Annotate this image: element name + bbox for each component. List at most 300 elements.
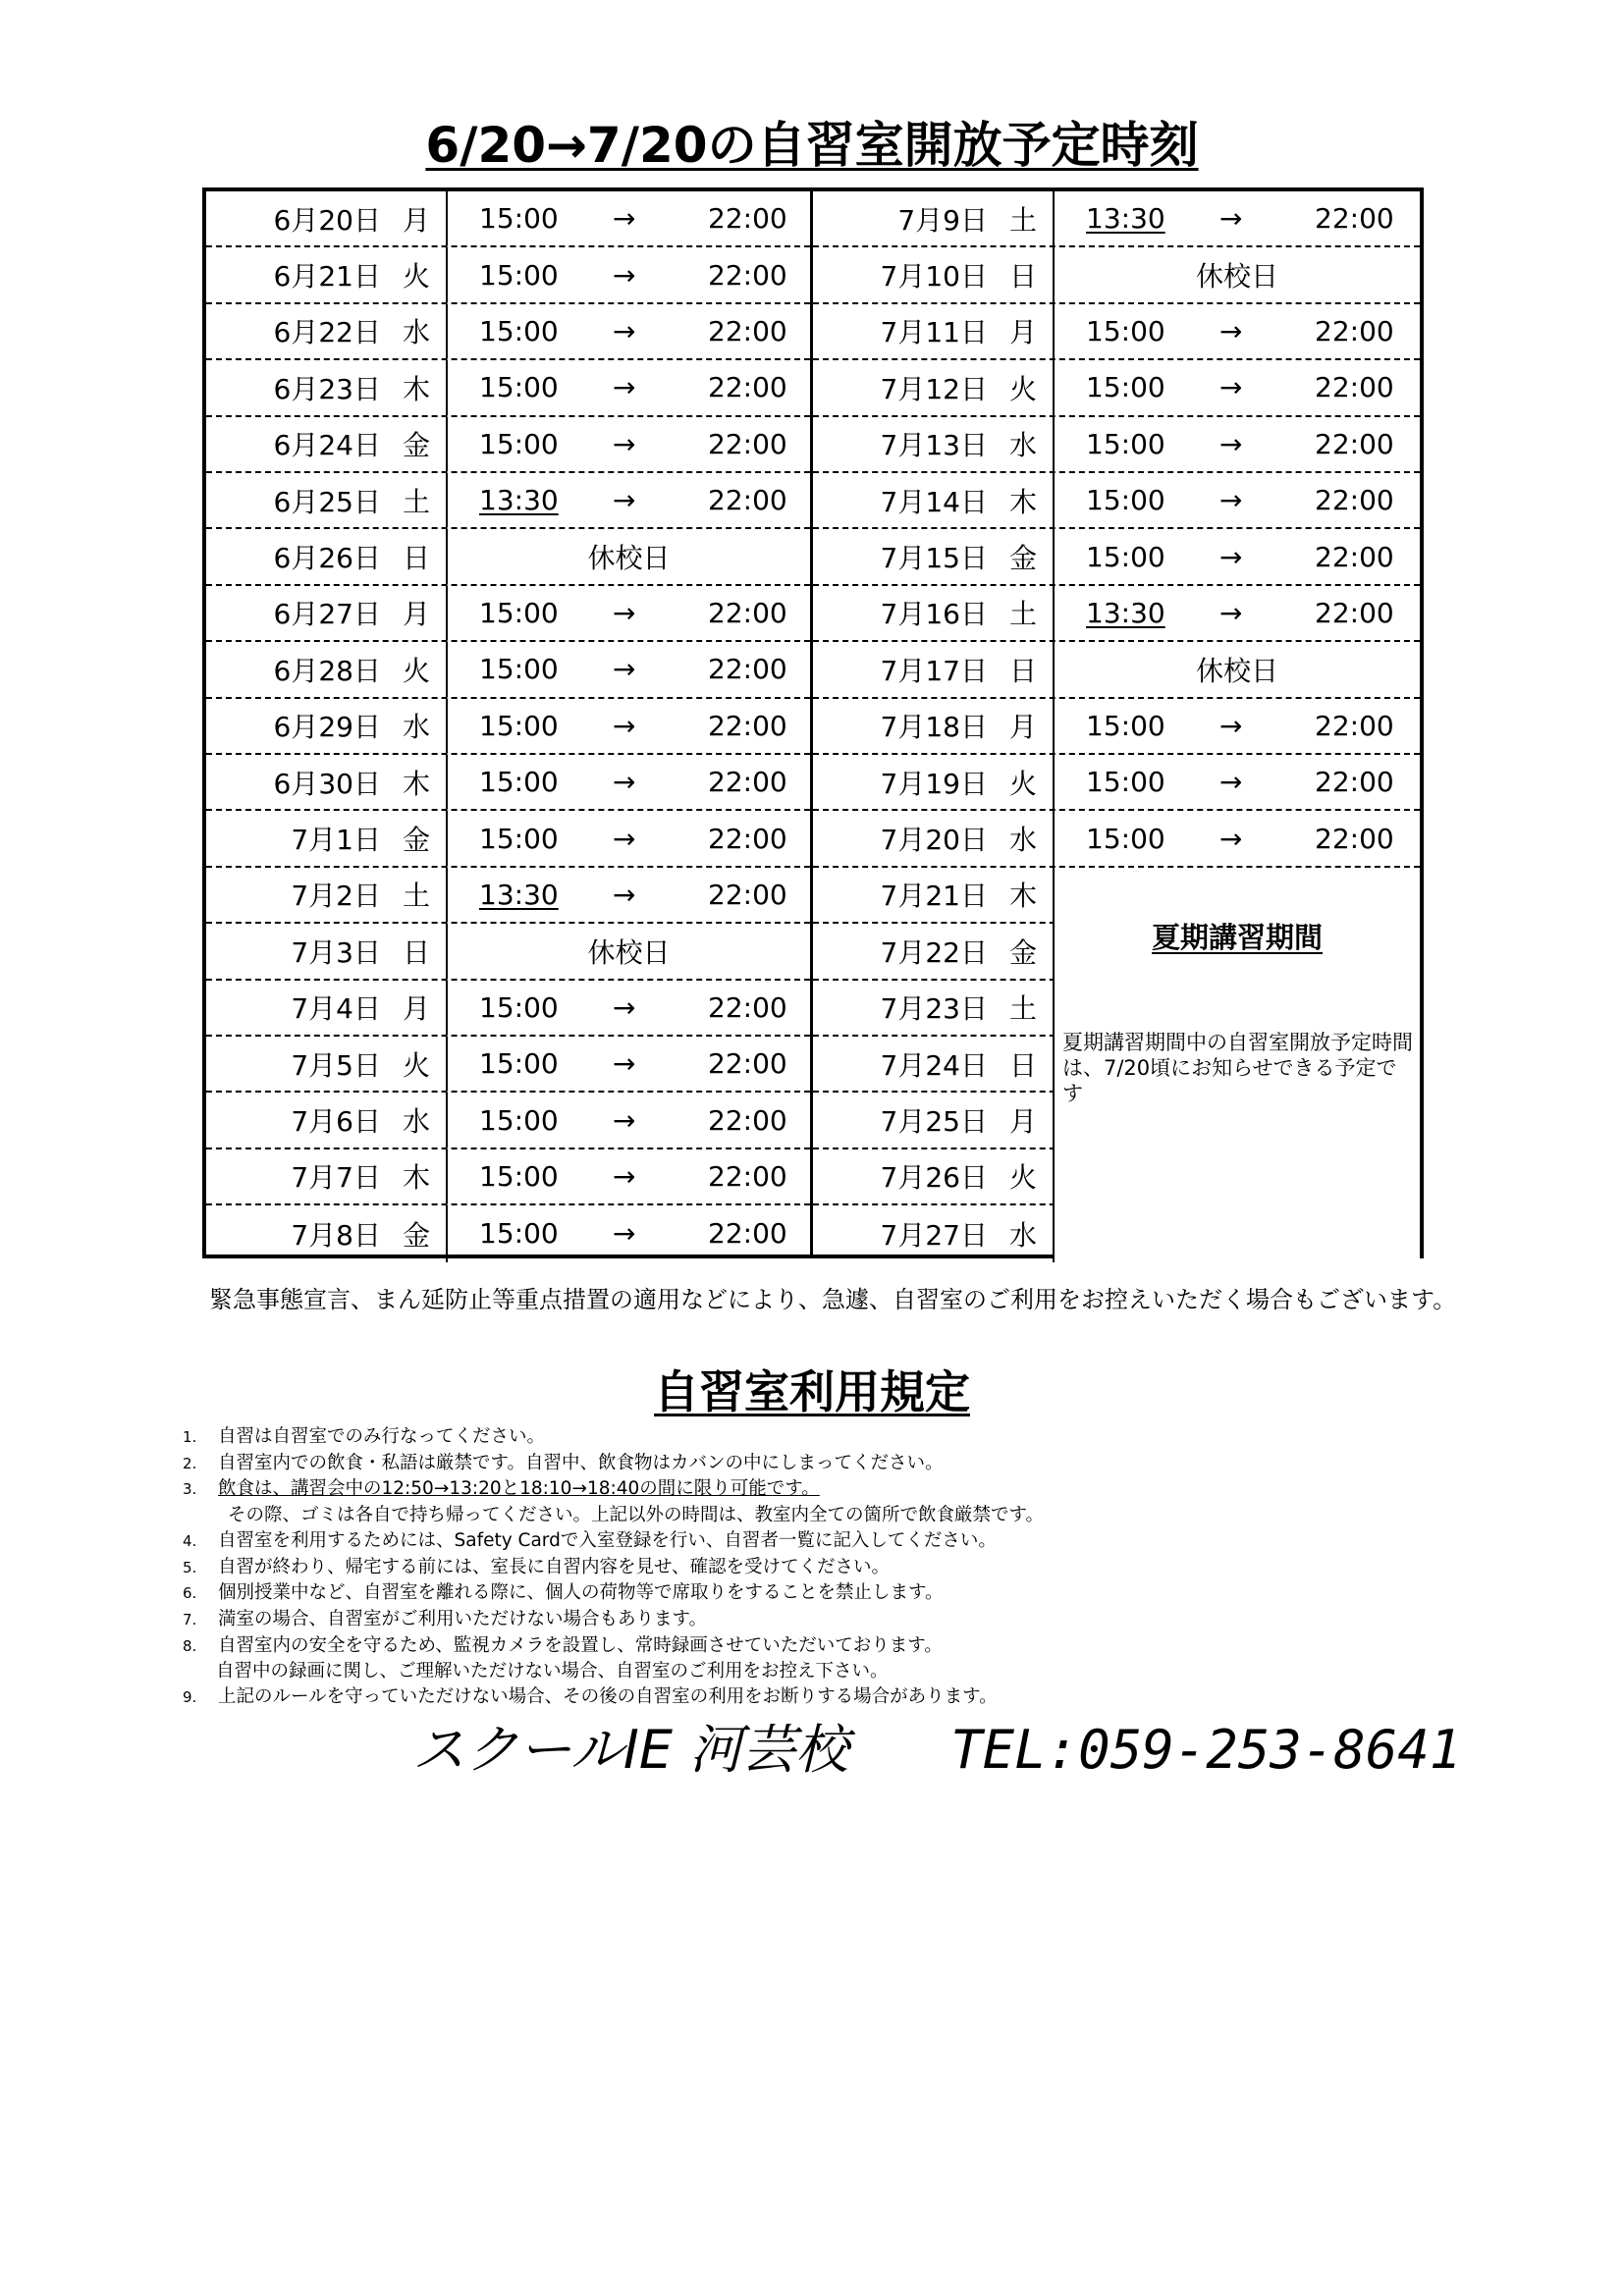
school-name: スクールIE 河芸校 [412, 1719, 849, 1781]
schedule-row [813, 417, 1420, 473]
date-cell [206, 642, 448, 696]
weekday-text: 木 [402, 767, 430, 800]
date-text: 7月26日 [880, 1161, 988, 1195]
rule-text: 自習が終わり、帰宅する前には、室長に自習内容を見せ、確認を受けてください。 [218, 1556, 890, 1577]
date-text: 7月18日 [880, 711, 988, 744]
schedule-row [813, 529, 1420, 585]
schedule-row [206, 811, 810, 867]
weekday-text: 水 [402, 316, 430, 349]
end-time: 22:00 [1315, 822, 1394, 855]
schedule-row [206, 755, 810, 811]
date-text: 7月7日 [291, 1161, 381, 1195]
schedule-row [206, 868, 810, 924]
date-text: 6月22日 [273, 316, 381, 349]
time-cell [1055, 360, 1420, 414]
date-cell [813, 1205, 1055, 1261]
weekday-text: 月 [402, 203, 430, 237]
closed-label: 休校日 [1195, 260, 1278, 294]
date-text: 7月9日 [897, 203, 988, 237]
date-cell [206, 191, 448, 245]
date-text: 7月20日 [880, 824, 988, 857]
date-text: 7月5日 [291, 1048, 381, 1082]
weekday-text: 火 [402, 260, 430, 294]
arrow: → [1219, 371, 1243, 404]
time-cell [448, 586, 810, 640]
time-cell [1055, 473, 1420, 527]
arrow: → [613, 990, 636, 1024]
arrow: → [1219, 427, 1243, 460]
rule-number: 1. [183, 1428, 197, 1446]
date-text: 6月21日 [273, 260, 381, 294]
arrow: → [1219, 484, 1243, 517]
schedule-row [206, 924, 810, 980]
start-time: 15:00 [479, 1103, 559, 1137]
time-cell [448, 811, 810, 865]
weekday-text: 木 [1008, 880, 1037, 913]
time-cell [448, 642, 810, 696]
weekday-text: 木 [1008, 485, 1037, 518]
weekday-text: 水 [1008, 1218, 1037, 1252]
time-cell [448, 981, 810, 1035]
end-time: 22:00 [708, 202, 787, 236]
date-text: 6月30日 [273, 767, 381, 800]
rule-number: 3. [183, 1480, 197, 1499]
closed-label: 休校日 [587, 542, 671, 575]
rule-item [183, 1476, 1459, 1503]
date-cell [813, 586, 1055, 640]
arrow: → [1219, 822, 1243, 855]
end-time: 22:00 [708, 1217, 787, 1251]
summer-session-title: 夏期講習期間 [1151, 920, 1323, 954]
rule-text: その際、ゴミは各自で持ち帰ってください。上記以外の時間は、教室内全ての箇所で飲食厳禁です。 [228, 1505, 1045, 1526]
weekday-text: 月 [402, 598, 430, 631]
date-text: 7月13日 [880, 429, 988, 462]
start-time: 15:00 [1086, 709, 1165, 742]
date-text: 7月2日 [291, 880, 381, 913]
date-cell [206, 360, 448, 414]
weekday-text: 火 [402, 654, 430, 687]
start-time: 15:00 [1086, 822, 1165, 855]
start-time: 15:00 [479, 596, 559, 629]
rule-number: 4. [183, 1531, 197, 1550]
time-cell [1055, 191, 1420, 245]
date-text: 6月28日 [273, 654, 381, 687]
date-text: 7月23日 [880, 992, 988, 1026]
rule-text: 自習室内の安全を守るため、監視カメラを設置し、常時録画させていただいております。 [218, 1634, 943, 1656]
date-cell [813, 811, 1055, 865]
weekday-text: 金 [402, 824, 430, 857]
date-cell [813, 1093, 1055, 1147]
time-cell [1055, 417, 1420, 471]
weekday-text: 日 [402, 935, 430, 969]
time-cell [448, 191, 810, 245]
start-time: 13:30 [479, 484, 559, 517]
start-time: 15:00 [479, 766, 559, 799]
schedule-row [813, 586, 1420, 642]
rule-item [183, 1451, 1459, 1477]
end-time: 22:00 [708, 427, 787, 460]
date-cell [813, 473, 1055, 527]
time-cell [1055, 699, 1420, 753]
start-time: 15:00 [479, 371, 559, 404]
end-time: 22:00 [708, 653, 787, 686]
end-time: 22:00 [708, 1159, 787, 1193]
arrow: → [613, 1047, 636, 1081]
end-time: 22:00 [1315, 766, 1394, 799]
time-cell [1055, 642, 1420, 696]
date-text: 7月10日 [880, 260, 988, 294]
date-cell [206, 755, 448, 809]
summer-session-note: 夏期講習期間中の自習室開放予定時間は、7/20頃にお知らせできる予定です [1062, 1030, 1413, 1105]
date-text: 6月26日 [273, 542, 381, 575]
date-text: 7月12日 [880, 372, 988, 405]
end-time: 22:00 [1315, 202, 1394, 236]
end-time: 22:00 [708, 258, 787, 292]
arrow: → [613, 371, 636, 404]
end-time: 22:00 [1315, 540, 1394, 573]
weekday-text: 火 [402, 1048, 430, 1082]
arrow: → [613, 258, 636, 292]
end-time: 22:00 [1315, 314, 1394, 347]
end-time: 22:00 [708, 822, 787, 855]
end-time: 22:00 [708, 709, 787, 742]
rule-item [183, 1659, 1459, 1684]
time-cell [448, 868, 810, 922]
arrow: → [613, 427, 636, 460]
weekday-text: 日 [1008, 260, 1037, 294]
summer-session-block [1055, 868, 1420, 1262]
weekday-text: 金 [402, 1218, 430, 1252]
end-time: 22:00 [1315, 709, 1394, 742]
rule-item [183, 1633, 1459, 1660]
rule-number: 6. [183, 1584, 197, 1603]
arrow: → [613, 1159, 636, 1193]
start-time: 15:00 [479, 427, 559, 460]
rule-text: 満室の場合、自習室がご利用いただけない場合もあります。 [218, 1608, 708, 1629]
weekday-text: 木 [402, 1161, 430, 1195]
schedule-row [206, 529, 810, 585]
weekday-text: 土 [1008, 203, 1037, 237]
rule-item [183, 1424, 1459, 1451]
date-cell [206, 586, 448, 640]
time-cell [1055, 586, 1420, 640]
arrow: → [613, 314, 636, 347]
time-cell [1055, 529, 1420, 583]
weekday-text: 木 [402, 372, 430, 405]
closed-label: 休校日 [587, 935, 671, 969]
date-text: 7月4日 [291, 992, 381, 1026]
date-text: 6月23日 [273, 372, 381, 405]
start-time: 15:00 [479, 1217, 559, 1251]
weekday-text: 火 [1008, 767, 1037, 800]
date-cell [813, 1149, 1055, 1203]
date-text: 6月24日 [273, 429, 381, 462]
schedule-row [813, 473, 1420, 529]
time-cell [1055, 247, 1420, 301]
schedule-row [206, 417, 810, 473]
rule-text: 自習中の録画に関し、ご理解いただけない場合、自習室のご利用をお控え下さい。 [216, 1661, 889, 1682]
weekday-text: 日 [1008, 1048, 1037, 1082]
arrow: → [613, 766, 636, 799]
weekday-text: 水 [402, 711, 430, 744]
arrow: → [613, 822, 636, 855]
start-time: 13:30 [1086, 202, 1165, 236]
time-cell [448, 924, 810, 978]
date-text: 6月20日 [273, 203, 381, 237]
date-text: 7月3日 [291, 935, 381, 969]
weekday-text: 水 [1008, 429, 1037, 462]
start-time: 15:00 [479, 202, 559, 236]
date-cell [813, 699, 1055, 753]
end-time: 22:00 [708, 990, 787, 1024]
end-time: 22:00 [708, 1103, 787, 1137]
date-cell [206, 868, 448, 922]
time-cell [448, 699, 810, 753]
end-time: 22:00 [708, 596, 787, 629]
arrow: → [613, 202, 636, 236]
end-time: 22:00 [708, 878, 787, 911]
arrow: → [613, 484, 636, 517]
date-cell [206, 1093, 448, 1147]
rule-item [183, 1684, 1459, 1711]
schedule-row [813, 699, 1420, 755]
time-cell [448, 473, 810, 527]
schedule-row [813, 755, 1420, 811]
date-text: 7月22日 [880, 935, 988, 969]
start-time: 15:00 [479, 258, 559, 292]
time-cell [448, 529, 810, 583]
weekday-text: 日 [402, 542, 430, 575]
schedule-row [813, 191, 1420, 247]
page-title [0, 114, 1624, 177]
phone-number: TEL:059-253-8641 [950, 1719, 1462, 1781]
start-time: 15:00 [1086, 766, 1165, 799]
weekday-text: 土 [1008, 598, 1037, 631]
start-time: 15:00 [1086, 371, 1165, 404]
schedule-row [206, 191, 810, 247]
weekday-text: 金 [402, 429, 430, 462]
start-time: 15:00 [479, 653, 559, 686]
end-time: 22:00 [1315, 484, 1394, 517]
schedule-row [206, 247, 810, 303]
rule-text: 自習は自習室でのみ行なってください。 [218, 1426, 546, 1447]
time-cell [1055, 755, 1420, 809]
date-cell [813, 529, 1055, 583]
rule-text: 上記のルールを守っていただけない場合、その後の自習室の利用をお断りする場合があります。 [218, 1686, 998, 1708]
weekday-text: 金 [1008, 935, 1037, 969]
time-cell [448, 1037, 810, 1091]
arrow: → [1219, 596, 1243, 629]
weekday-text: 土 [402, 485, 430, 518]
schedule-row [206, 1037, 810, 1093]
weekday-text: 日 [1008, 654, 1037, 687]
schedule-row [206, 586, 810, 642]
arrow: → [1219, 202, 1243, 236]
start-time: 15:00 [1086, 427, 1165, 460]
rule-text: 自習室を利用するためには、Safety Cardで入室登録を行い、自習者一覧に記入してください。 [218, 1529, 997, 1551]
date-text: 7月11日 [880, 316, 988, 349]
date-text: 7月25日 [880, 1105, 988, 1139]
arrow: → [613, 1103, 636, 1137]
date-cell [206, 924, 448, 978]
rule-text: 個別授業中など、自習室を離れる際に、個人の荷物等で席取りをすることを禁止します。 [218, 1582, 944, 1604]
date-cell [813, 1037, 1055, 1091]
end-time: 22:00 [1315, 427, 1394, 460]
date-cell [813, 417, 1055, 471]
date-cell [813, 191, 1055, 245]
rule-number: 2. [183, 1454, 197, 1472]
date-cell [813, 868, 1055, 922]
rule-item [183, 1580, 1459, 1607]
weekday-text: 月 [1008, 1105, 1037, 1139]
arrow: → [613, 653, 636, 686]
date-cell [813, 642, 1055, 696]
rule-number: 7. [183, 1610, 197, 1629]
arrow: → [613, 878, 636, 911]
schedule-row [813, 247, 1420, 303]
start-time: 15:00 [1086, 314, 1165, 347]
rule-number: 8. [183, 1636, 197, 1655]
start-time: 13:30 [479, 878, 559, 911]
rule-item [183, 1528, 1459, 1555]
date-text: 7月24日 [880, 1048, 988, 1082]
arrow: → [613, 596, 636, 629]
end-time: 22:00 [708, 314, 787, 347]
weekday-text: 水 [1008, 824, 1037, 857]
time-cell [448, 304, 810, 358]
arrow: → [613, 1217, 636, 1251]
schedule-row [813, 811, 1420, 867]
rule-item [183, 1555, 1459, 1581]
end-time: 22:00 [708, 484, 787, 517]
date-cell [206, 473, 448, 527]
rule-text: 飲食は、講習会中の12:50→13:20と18:10→18:40の間に限り可能です。 [218, 1478, 820, 1500]
rule-number: 5. [183, 1558, 197, 1576]
schedule-row [206, 1149, 810, 1205]
weekday-text: 金 [1008, 542, 1037, 575]
date-text: 7月6日 [291, 1105, 381, 1139]
schedule-row [206, 642, 810, 698]
arrow: → [1219, 314, 1243, 347]
date-cell [813, 755, 1055, 809]
schedule-row [813, 642, 1420, 698]
date-text: 6月25日 [273, 485, 381, 518]
start-time: 15:00 [479, 709, 559, 742]
date-cell [206, 1205, 448, 1261]
date-text: 7月17日 [880, 654, 988, 687]
emergency-notice: 緊急事態宣言、まん延防止等重点措置の適用などにより、急遽、自習室のご利用をお控えいただく場合もございます。 [209, 1286, 1457, 1313]
date-cell [206, 247, 448, 301]
date-cell [813, 924, 1055, 978]
time-cell [448, 755, 810, 809]
date-cell [206, 529, 448, 583]
date-cell [206, 417, 448, 471]
arrow: → [1219, 766, 1243, 799]
schedule-row [206, 360, 810, 416]
date-text: 7月1日 [291, 824, 381, 857]
date-text: 6月29日 [273, 711, 381, 744]
schedule-row [206, 699, 810, 755]
end-time: 22:00 [708, 766, 787, 799]
date-text: 7月15日 [880, 542, 988, 575]
end-time: 22:00 [708, 371, 787, 404]
closed-label: 休校日 [1195, 654, 1278, 687]
time-cell [448, 1093, 810, 1147]
rules-title [0, 1362, 1624, 1421]
date-cell [206, 1037, 448, 1091]
schedule-table [202, 187, 1424, 1258]
start-time: 15:00 [479, 822, 559, 855]
rule-item [183, 1607, 1459, 1633]
end-time: 22:00 [1315, 596, 1394, 629]
start-time: 15:00 [479, 1159, 559, 1193]
date-text: 7月19日 [880, 767, 988, 800]
schedule-column-left [206, 191, 813, 1255]
date-cell [813, 247, 1055, 301]
rules-title-text: 自習室利用規定 [654, 1365, 970, 1418]
schedule-row [206, 473, 810, 529]
schedule-row [206, 1093, 810, 1148]
time-cell [448, 247, 810, 301]
date-cell [206, 811, 448, 865]
weekday-text: 火 [1008, 1161, 1037, 1195]
time-cell [1055, 304, 1420, 358]
date-cell [813, 304, 1055, 358]
page-title-text: 6/20→7/20の自習室開放予定時刻 [425, 117, 1199, 174]
date-cell [206, 699, 448, 753]
start-time: 15:00 [479, 990, 559, 1024]
date-text: 7月14日 [880, 485, 988, 518]
weekday-text: 土 [402, 880, 430, 913]
start-time: 15:00 [1086, 540, 1165, 573]
time-cell [1055, 811, 1420, 865]
weekday-text: 土 [1008, 992, 1037, 1026]
time-cell [448, 1149, 810, 1203]
schedule-column-right [813, 191, 1420, 1255]
date-text: 7月8日 [291, 1218, 381, 1252]
schedule-row [206, 981, 810, 1037]
date-cell [813, 360, 1055, 414]
date-cell [813, 981, 1055, 1035]
date-text: 7月27日 [880, 1218, 988, 1252]
footer [412, 1716, 1461, 1785]
start-time: 15:00 [479, 314, 559, 347]
schedule-row [813, 360, 1420, 416]
weekday-text: 月 [402, 992, 430, 1026]
schedule-row [206, 304, 810, 360]
weekday-text: 月 [1008, 316, 1037, 349]
date-text: 6月27日 [273, 598, 381, 631]
arrow: → [1219, 709, 1243, 742]
start-time: 15:00 [479, 1047, 559, 1081]
time-cell [448, 417, 810, 471]
date-text: 7月21日 [880, 880, 988, 913]
arrow: → [613, 709, 636, 742]
date-cell [206, 981, 448, 1035]
weekday-text: 火 [1008, 372, 1037, 405]
weekday-text: 月 [1008, 711, 1037, 744]
date-cell [206, 1149, 448, 1203]
time-cell [448, 1205, 810, 1261]
rule-text: 自習室内での飲食・私語は厳禁です。自習中、飲食物はカバンの中にしまってください。 [218, 1452, 944, 1473]
end-time: 22:00 [1315, 371, 1394, 404]
date-cell [206, 304, 448, 358]
arrow: → [1219, 540, 1243, 573]
weekday-text: 水 [402, 1105, 430, 1139]
start-time: 13:30 [1086, 596, 1165, 629]
schedule-row [206, 1205, 810, 1261]
schedule-row [813, 304, 1420, 360]
